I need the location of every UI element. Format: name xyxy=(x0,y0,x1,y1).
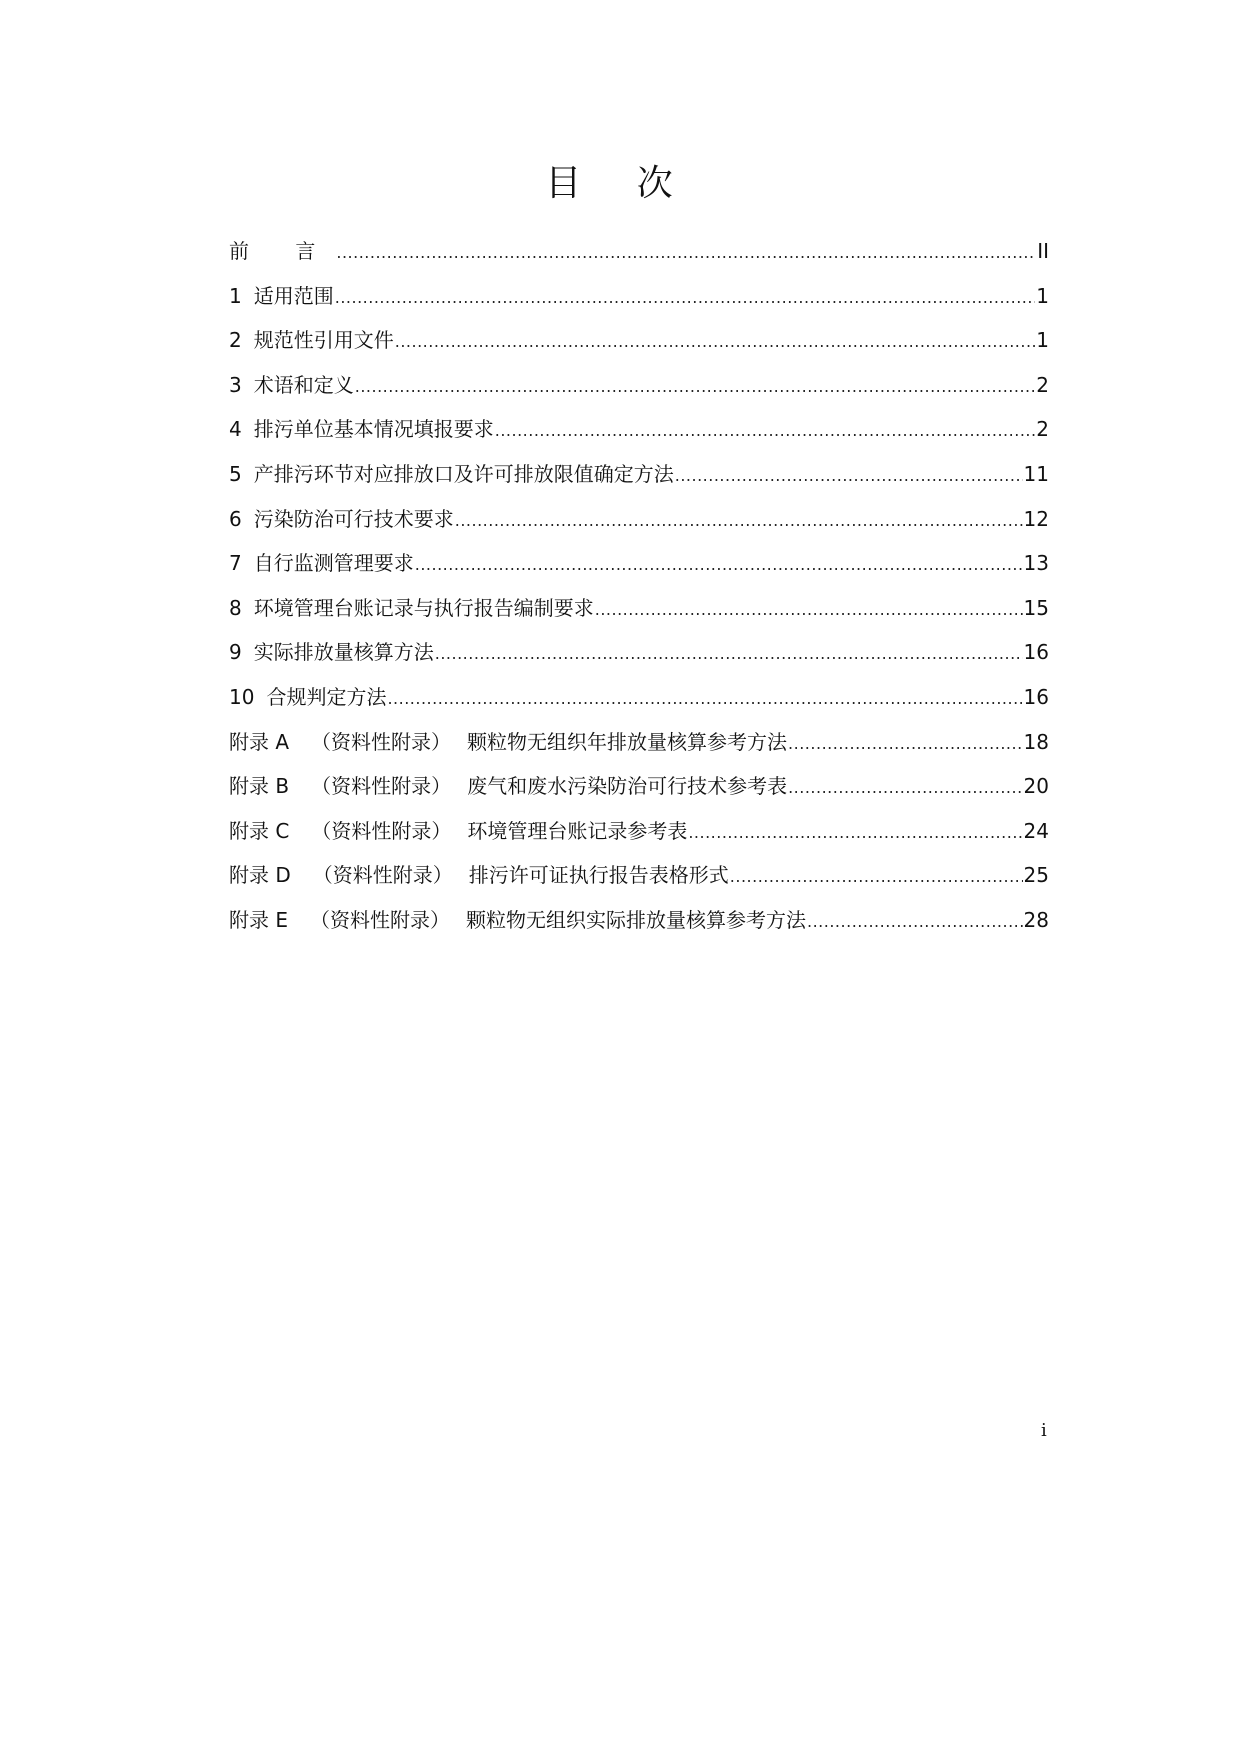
toc-entry-appendix-d[interactable] xyxy=(229,857,1049,902)
toc-entry-text: 环境管理台账记录与执行报告编制要求 xyxy=(253,595,594,620)
toc-entry-page: 11 xyxy=(1023,461,1049,486)
toc-entry-section-4[interactable] xyxy=(229,411,1049,456)
toc-entry-appendix-e[interactable] xyxy=(229,902,1049,947)
appendix-tag: （资料性附录） xyxy=(311,774,452,799)
toc-dot-leader xyxy=(675,458,1023,494)
toc-entry-page: 1 xyxy=(1036,283,1049,308)
appendix-label: 附录 E xyxy=(229,907,288,932)
page-number: i xyxy=(1041,1420,1047,1441)
toc-entry-section-9[interactable] xyxy=(229,634,1049,679)
toc-entry-section-2[interactable] xyxy=(229,322,1049,367)
toc-dot-leader xyxy=(455,503,1023,539)
toc-entry-section-7[interactable] xyxy=(229,545,1049,590)
toc-entry-page: 25 xyxy=(1023,863,1049,888)
toc-dot-leader xyxy=(495,413,1036,449)
toc-entry-number: 8 xyxy=(229,595,242,620)
toc-dot-leader xyxy=(688,815,1022,851)
toc-entry-text: 环境管理台账记录参考表 xyxy=(467,818,688,843)
toc-dot-leader xyxy=(387,681,1022,717)
toc-entry-text: 污染防治可行技术要求 xyxy=(253,506,454,531)
appendix-label: 附录 B xyxy=(229,774,290,799)
toc-entry-appendix-b[interactable] xyxy=(229,768,1049,813)
toc-entry-text: 实际排放量核算方法 xyxy=(253,640,434,665)
toc-entry-number: 10 xyxy=(229,684,255,709)
appendix-label: 附录 D xyxy=(229,863,291,888)
appendix-tag: （资料性附录） xyxy=(311,818,452,843)
toc-entry-page: 28 xyxy=(1023,907,1049,932)
appendix-label: 附录 C xyxy=(229,818,290,843)
toc-entry-page: 16 xyxy=(1023,640,1049,665)
toc-dot-leader xyxy=(595,592,1023,628)
toc-entry-number: 4 xyxy=(229,417,242,442)
toc-dot-leader xyxy=(788,770,1022,806)
toc-entry-text: 产排污环节对应排放口及许可排放限值确定方法 xyxy=(253,461,674,486)
toc-entry-section-1[interactable] xyxy=(229,278,1049,323)
appendix-tag: （资料性附录） xyxy=(311,729,452,754)
toc-entry-number: 2 xyxy=(229,328,242,353)
toc-dot-leader xyxy=(730,859,1023,895)
toc-dot-leader xyxy=(336,235,1036,271)
toc-entry-text: 颗粒物无组织实际排放量核算参考方法 xyxy=(466,907,806,932)
toc-dot-leader xyxy=(355,369,1036,405)
toc-entry-preface[interactable] xyxy=(229,233,1049,278)
toc-dot-leader xyxy=(415,547,1023,583)
toc-entry-number: 9 xyxy=(229,640,242,665)
toc-dot-leader xyxy=(395,324,1036,360)
toc-entry-text: 排污单位基本情况填报要求 xyxy=(253,417,494,442)
toc-entry-page: II xyxy=(1037,239,1049,263)
toc-entry-page: 13 xyxy=(1023,551,1049,576)
toc-entry-page: 15 xyxy=(1023,595,1049,620)
toc-entry-section-8[interactable] xyxy=(229,590,1049,635)
toc-entry-section-3[interactable] xyxy=(229,367,1049,412)
toc-dot-leader xyxy=(788,726,1023,762)
toc-entry-page: 20 xyxy=(1023,774,1049,799)
toc-entry-text: 废气和废水污染防治可行技术参考表 xyxy=(467,774,788,799)
toc-entry-page: 2 xyxy=(1036,417,1049,442)
toc-entry-number: 1 xyxy=(229,283,242,308)
toc-dot-leader xyxy=(335,280,1036,316)
toc-dot-leader xyxy=(435,636,1023,672)
toc-entry-text: 术语和定义 xyxy=(253,372,354,397)
toc-dot-leader xyxy=(807,904,1023,940)
toc-entry-page: 18 xyxy=(1023,729,1049,754)
appendix-label: 附录 A xyxy=(229,729,290,754)
toc-entry-text: 颗粒物无组织年排放量核算参考方法 xyxy=(467,729,788,754)
toc-entry-text: 规范性引用文件 xyxy=(253,328,394,353)
toc-entry-text: 前 言 xyxy=(229,239,336,263)
toc-entry-number: 6 xyxy=(229,506,242,531)
toc-entry-text: 合规判定方法 xyxy=(266,684,387,709)
toc-entry-text: 自行监测管理要求 xyxy=(253,551,414,576)
toc-entry-page: 12 xyxy=(1023,506,1049,531)
toc-entry-number: 5 xyxy=(229,461,242,486)
toc-entry-appendix-a[interactable] xyxy=(229,724,1049,769)
toc-entry-page: 1 xyxy=(1036,328,1049,353)
toc-entry-text: 排污许可证执行报告表格形式 xyxy=(468,863,729,888)
toc-entry-text: 适用范围 xyxy=(253,283,334,308)
appendix-tag: （资料性附录） xyxy=(310,907,450,932)
toc-entry-section-5[interactable] xyxy=(229,456,1049,501)
toc-entry-page: 16 xyxy=(1023,684,1049,709)
toc-entry-section-6[interactable] xyxy=(229,501,1049,546)
toc-entry-number: 7 xyxy=(229,551,242,576)
toc-entry-number: 3 xyxy=(229,372,242,397)
toc-title: 目 次 xyxy=(545,163,695,204)
toc-entry-page: 24 xyxy=(1023,818,1049,843)
toc-entry-section-10[interactable] xyxy=(229,679,1049,724)
table-of-contents xyxy=(229,233,1049,947)
toc-entry-appendix-c[interactable] xyxy=(229,813,1049,858)
toc-entry-page: 2 xyxy=(1036,372,1049,397)
appendix-tag: （资料性附录） xyxy=(312,863,453,888)
